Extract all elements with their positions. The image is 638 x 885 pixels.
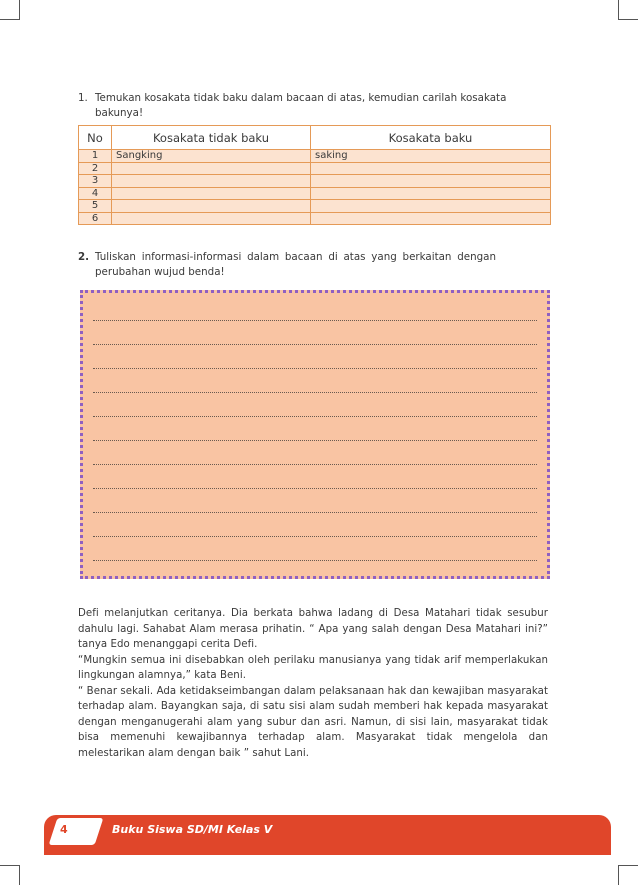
question-1 (78, 91, 550, 123)
answer-box[interactable] (80, 290, 550, 579)
table-row (79, 212, 551, 225)
cell-baku[interactable] (311, 200, 551, 213)
cell-tidak-baku[interactable] (112, 200, 311, 213)
cell-tidak-baku[interactable] (112, 187, 311, 200)
question-1-line-1: Temukan kosakata tidak baku dalam bacaan di atas, kemudian carilah kosakata (95, 92, 507, 104)
table-row (79, 200, 551, 213)
row-number: 2 (79, 162, 112, 175)
writing-line[interactable] (93, 368, 537, 369)
writing-line[interactable] (93, 344, 537, 345)
cell-baku[interactable] (311, 162, 551, 175)
story-text (78, 606, 548, 761)
vocab-table (78, 125, 551, 225)
row-number: 5 (79, 200, 112, 213)
story-paragraph: “Mungkin semua ini disebabkan oleh perilaku manusianya yang tidak arif memperlakukan lingkungan alamnya,” kata Beni. (78, 654, 548, 681)
table-header-row (79, 126, 551, 150)
writing-line[interactable] (93, 320, 537, 321)
writing-line[interactable] (93, 536, 537, 537)
writing-line[interactable] (93, 464, 537, 465)
story-paragraph: Defi melanjutkan ceritanya. Dia berkata bahwa ladang di Desa Matahari tidak sesubur dahulu lagi. Sahabat Alam merasa prihatin. “ Apa yang salah dengan Desa Matahari ini?” tanya Edo menanggapi cerita Defi. (78, 608, 548, 650)
crop-mark-bottom-left-v (19, 865, 20, 885)
writing-line[interactable] (93, 440, 537, 441)
question-1-number: 1. (78, 92, 88, 104)
crop-mark-top-left-v (19, 0, 20, 20)
writing-line[interactable] (93, 392, 537, 393)
header-tidak-baku: Kosakata tidak baku (112, 126, 311, 150)
cell-tidak-baku[interactable] (112, 175, 311, 188)
cell-tidak-baku[interactable] (112, 212, 311, 225)
question-1-line-2: bakunya! (95, 107, 144, 119)
page-number: 4 (60, 823, 68, 836)
row-number: 6 (79, 212, 112, 225)
question-2 (78, 250, 550, 282)
cell-tidak-baku[interactable]: Sangking (112, 150, 311, 163)
row-number: 3 (79, 175, 112, 188)
writing-line[interactable] (93, 512, 537, 513)
header-no: No (79, 126, 112, 150)
row-number: 4 (79, 187, 112, 200)
table-row (79, 162, 551, 175)
crop-mark-bottom-right-v (618, 865, 619, 885)
header-baku: Kosakata baku (311, 126, 551, 150)
table-row (79, 175, 551, 188)
cell-baku[interactable]: saking (311, 150, 551, 163)
question-2-line-1: Tuliskan informasi-informasi dalam bacaan di atas yang berkaitan dengan (95, 251, 496, 263)
question-2-line-2: perubahan wujud benda! (95, 266, 225, 278)
cell-baku[interactable] (311, 187, 551, 200)
writing-line[interactable] (93, 560, 537, 561)
story-paragraph: “ Benar sekali. Ada ketidakseimbangan dalam pelaksanaan hak dan kewajiban masyarakat terhadap alam. Bayangkan saja, di satu sisi alam sudah memberi hak kepada masyarakat dengan menganugerahi alam yang subur dan asri. Namun, di sisi lain, masyarakat tidak bisa memenuhi kewajibannya terhadap alam. Masyarakat tidak mengelola dan melestarikan alam dengan baik ” sahut Lani. (78, 685, 548, 759)
crop-mark-top-right-h (618, 19, 638, 20)
table-row (79, 187, 551, 200)
writing-line[interactable] (93, 416, 537, 417)
crop-mark-bottom-right-h (618, 865, 638, 866)
cell-baku[interactable] (311, 175, 551, 188)
question-2-number: 2. (78, 251, 90, 263)
cell-baku[interactable] (311, 212, 551, 225)
crop-mark-bottom-left-h (0, 865, 20, 866)
cell-tidak-baku[interactable] (112, 162, 311, 175)
crop-mark-top-right-v (618, 0, 619, 20)
table-row (79, 150, 551, 163)
page-number-tab (49, 818, 104, 845)
writing-line[interactable] (93, 488, 537, 489)
row-number: 1 (79, 150, 112, 163)
crop-mark-top-left-h (0, 19, 20, 20)
book-title: Buku Siswa SD/MI Kelas V (112, 823, 273, 836)
